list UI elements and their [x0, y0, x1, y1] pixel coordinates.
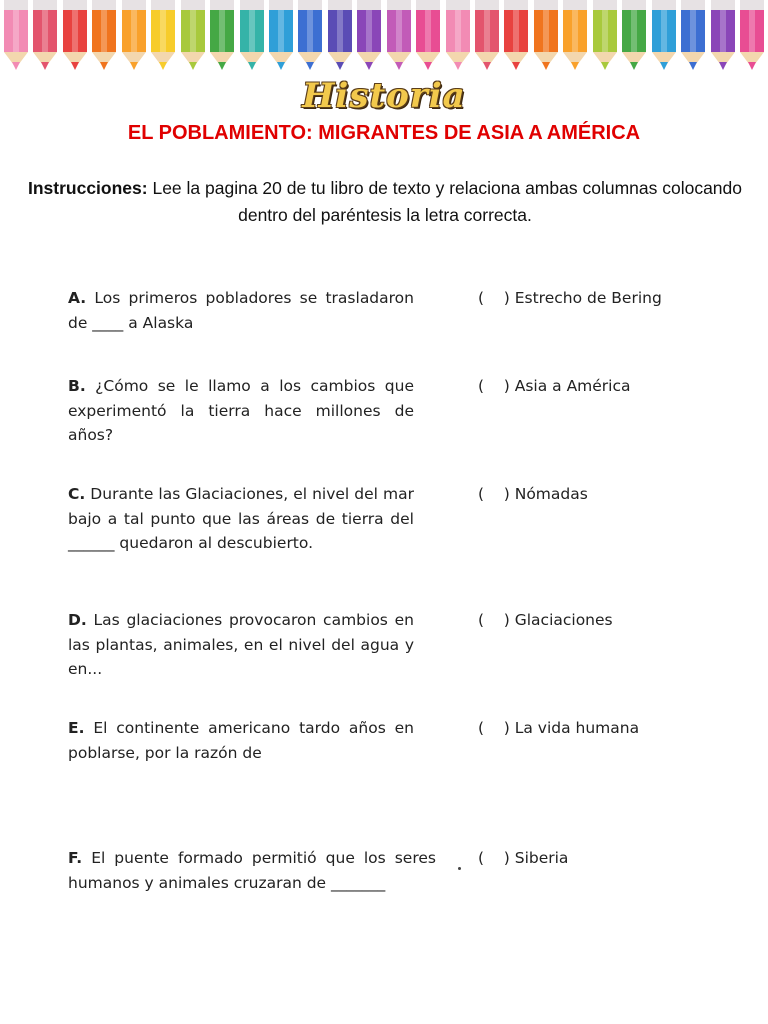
pencil-icon [240, 0, 264, 75]
pencil-icon [122, 0, 146, 75]
pencil-icon [416, 0, 440, 75]
pencil-icon [269, 0, 293, 75]
pencil-icon [92, 0, 116, 75]
instructions [20, 175, 750, 229]
question-text: El continente americano tardo años en poblarse, por la razón de [68, 719, 414, 762]
question-letter: F. [68, 849, 83, 867]
pencil-icon [681, 0, 705, 75]
pencil-icon [4, 0, 28, 75]
answer-f: ( ) Siberia [478, 849, 569, 867]
question-d [68, 608, 414, 682]
pencil-icon [504, 0, 528, 75]
question-letter: B. [68, 377, 86, 395]
pencil-icon [534, 0, 558, 75]
question-text: El puente formado permitió que los seres humanos y animales cruzaran de _______ [68, 849, 436, 892]
pencil-icon [33, 0, 57, 75]
pencil-icon [711, 0, 735, 75]
answer-b: ( ) Asia a América [478, 377, 631, 395]
pencil-icon [210, 0, 234, 75]
answer-c: ( ) Nómadas [478, 485, 588, 503]
question-text: Las glaciaciones provocaron cambios en las plantas, animales, en el nivel del agua y en... [68, 611, 414, 678]
instructions-text: Lee la pagina 20 de tu libro de texto y relaciona ambas columnas colocando dentro del paréntesis la letra correcta. [147, 178, 743, 225]
question-letter: A. [68, 289, 87, 307]
question-b [68, 374, 414, 448]
pencil-icon [357, 0, 381, 75]
answer-d: ( ) Glaciaciones [478, 611, 613, 629]
pencil-icon [593, 0, 617, 75]
answer-e: ( ) La vida humana [478, 719, 640, 737]
question-letter: C. [68, 485, 86, 503]
pencil-border [0, 0, 768, 75]
question-text: Durante las Glaciaciones, el nivel del mar bajo a tal punto que las áreas de tierra del ______ quedaron al descubierto. [68, 485, 414, 552]
pencil-icon [446, 0, 470, 75]
question-a [68, 286, 414, 335]
question-letter: D. [68, 611, 87, 629]
subject-title: Historia [302, 76, 466, 116]
pencil-icon [475, 0, 499, 75]
pencil-icon [151, 0, 175, 75]
question-text: ¿Cómo se le llamo a los cambios que experimentó la tierra hace millones de años? [68, 377, 414, 444]
question-letter: E. [68, 719, 85, 737]
pencil-icon [298, 0, 322, 75]
question-c [68, 482, 414, 556]
answer-a: ( ) Estrecho de Bering [478, 289, 662, 307]
pencil-icon [328, 0, 352, 75]
pencil-icon [652, 0, 676, 75]
question-f [68, 846, 436, 895]
pencil-icon [563, 0, 587, 75]
question-e [68, 716, 414, 765]
pencil-icon [740, 0, 764, 75]
page-title: EL POBLAMIENTO: MIGRANTES DE ASIA A AMÉRICA [127, 122, 641, 144]
pencil-icon [387, 0, 411, 75]
instructions-label: Instrucciones: [27, 178, 148, 198]
pencil-icon [622, 0, 646, 75]
stray-dot [458, 867, 461, 870]
pencil-icon [181, 0, 205, 75]
pencil-icon [63, 0, 87, 75]
question-text: Los primeros pobladores se trasladaron de ____ a Alaska [68, 289, 414, 332]
